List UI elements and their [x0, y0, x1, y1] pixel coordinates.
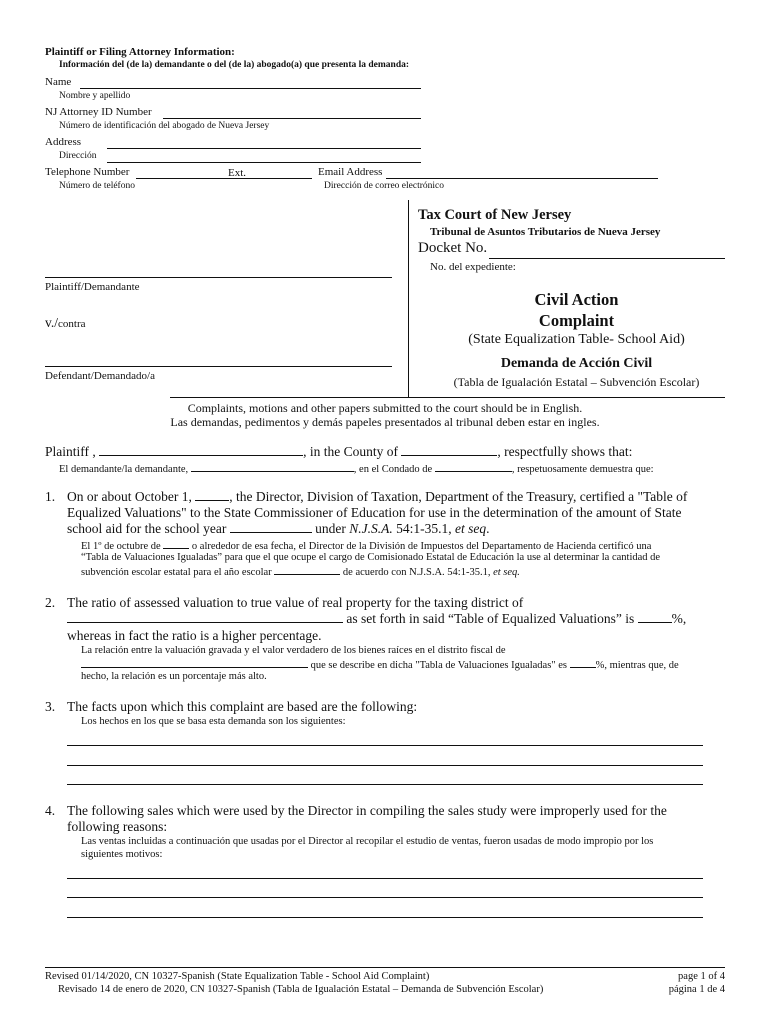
school-year-blank-es[interactable] — [274, 565, 340, 575]
info-title: Plaintiff or Filing Attorney Information: — [45, 46, 235, 58]
footer-rule — [45, 967, 725, 968]
year-blank[interactable] — [195, 489, 229, 501]
item1-es-line3 — [81, 565, 520, 578]
phone-sub: Número de teléfono — [59, 181, 135, 191]
plaintiff-blank[interactable] — [99, 444, 303, 456]
docket-label: Docket No. — [418, 240, 488, 256]
facts-line-1[interactable] — [67, 745, 703, 746]
item4-es-line1: Las ventas incluidas a continuación que usadas por el Director al recopilar el estudio de ventas, fueron usadas de modo impropio por los — [81, 836, 654, 847]
intro-plaintiff: Plaintiff , — [45, 444, 96, 459]
item1-b: , the Director, Division of Taxation, Department of the Treasury, certified a "Table of — [229, 489, 688, 504]
sales-line-3[interactable] — [67, 917, 703, 918]
item1-f: N.J.S.A. — [349, 521, 393, 536]
taxing-district-blank[interactable] — [67, 611, 343, 623]
item2-es-line2 — [81, 658, 679, 671]
doc-title-es: Demanda de Acción Civil — [500, 356, 653, 371]
item2-es-c: %, mientras que, de — [595, 660, 679, 671]
item1-line1 — [67, 489, 687, 505]
county-blank[interactable] — [401, 444, 497, 456]
plaintiff-name-field[interactable] — [45, 277, 392, 278]
intro-shows: , respectfully shows that: — [497, 444, 633, 459]
docket-field[interactable] — [489, 258, 725, 259]
caption-bottom-rule — [170, 397, 725, 398]
item1-es-e: de acuerdo con N.J.S.A. 54:1-35.1, — [342, 567, 491, 578]
item3-number: 3. — [45, 699, 56, 714]
item3-es-line1: Los hechos en los que se basa esta demanda son los siguientes: — [81, 716, 346, 727]
plaintiff-label-es: Demandante — [83, 281, 140, 293]
phone-label: Telephone Number — [45, 166, 130, 178]
item1-number: 1. — [45, 489, 56, 504]
facts-line-2[interactable] — [67, 765, 703, 766]
ratio-blank-es[interactable] — [570, 658, 596, 668]
item1-es-a: El 1º de octubre de — [81, 541, 161, 552]
item4-line1: The following sales which were used by the Director in compiling the sales study were improperly used for the — [67, 803, 667, 818]
item4-es-line2: siguientes motivos: — [81, 849, 163, 860]
versus-en: v./ — [45, 315, 58, 330]
item2-number: 2. — [45, 595, 56, 610]
intro-es-county: , en el Condado de — [353, 464, 433, 475]
item2-line2 — [67, 611, 686, 627]
item2-b: as set forth in said “Table of Equalized Valuations” is — [346, 611, 635, 626]
item2-line3: whereas in fact the ratio is a higher percentage. — [67, 628, 322, 643]
address-sub: Dirección — [59, 151, 97, 161]
item1-es-line2: “Tabla de Valuaciones Igualadas” para que el que ocupe el cargo de Comisionado Estatal de Educación la use al determinar la cantidad de — [81, 552, 661, 563]
ratio-blank[interactable] — [638, 611, 672, 623]
email-sub: Dirección de correo electrónico — [324, 181, 445, 191]
intro-es-plaintiff: El demandante/la demandante, — [59, 464, 189, 475]
intro-line — [45, 444, 632, 460]
item1-es-line1 — [81, 539, 651, 552]
defendant-label-en: Defendant/ — [45, 370, 94, 382]
plaintiff-label-en: Plaintiff/ — [45, 281, 84, 293]
name-field[interactable] — [80, 88, 421, 89]
name-sub: Nombre y apellido — [59, 91, 131, 101]
item1-line3: school aid for the school year under N.J.S.A. 54:1-35.1, et seq. — [67, 521, 490, 536]
item1-d: school aid for the school year — [67, 521, 227, 536]
versus-label — [45, 314, 85, 332]
attorney-id-sub: Número de identificación del abogado de Nueva Jersey — [59, 121, 270, 131]
doc-title-line1: Civil Action — [534, 290, 619, 309]
email-field[interactable] — [386, 178, 658, 179]
defendant-name-field[interactable] — [45, 366, 392, 367]
item3-line1: The facts upon which this complaint are based are the following: — [67, 699, 418, 714]
item1-g: 54:1-35.1, — [396, 521, 452, 536]
footer-revised-es: Revisado 14 de enero de 2020, CN 10327-Spanish (Tabla de Igualación Estatal – Demanda de Subvención Escolar) — [58, 984, 544, 995]
footer-revised-en: Revised 01/14/2020, CN 10327-Spanish (State Equalization Table - School Aid Complaint) — [45, 971, 430, 982]
sales-line-2[interactable] — [67, 897, 703, 898]
county-blank-es[interactable] — [435, 462, 512, 472]
item1-h: et seq — [454, 521, 487, 536]
phone-field[interactable] — [136, 178, 312, 179]
page-number-es: página 1 de 4 — [668, 984, 725, 995]
address-field-1[interactable] — [107, 148, 421, 149]
item1-a: On or about October 1, — [67, 489, 192, 504]
item1-e: under — [315, 521, 346, 536]
school-year-blank[interactable] — [230, 521, 312, 533]
name-label: Name — [45, 76, 72, 88]
taxing-district-blank-es[interactable] — [81, 658, 308, 668]
defendant-label-es: Demandado/a — [93, 370, 155, 382]
language-notice-en: Complaints, motions and other papers submitted to the court should be in English. — [187, 401, 583, 415]
ext-label: Ext. — [228, 167, 247, 179]
attorney-id-field[interactable] — [163, 118, 421, 119]
item2-es-b: que se describe en dicha "Tabla de Valuaciones Igualadas" es — [310, 660, 567, 671]
item1-es-b: o alrededor de esa fecha, el Director de la División de Impuestos del Departamento de Hacienda certificó una — [191, 541, 652, 552]
item1-es-f: et seq. — [493, 567, 520, 578]
item4-line2: following reasons: — [67, 819, 168, 834]
page-number-en: page 1 of 4 — [678, 971, 725, 982]
facts-line-3[interactable] — [67, 784, 703, 785]
intro-line-es — [59, 462, 654, 475]
plaintiff-blank-es[interactable] — [191, 462, 354, 472]
doc-subtitle-es: (Tabla de Igualación Estatal – Subvención Escolar) — [453, 375, 700, 389]
language-notice-es: Las demandas, pedimentos y demás papeles presentados al tribunal deben estar en ingles. — [170, 415, 600, 429]
address-field-2[interactable] — [107, 162, 421, 163]
item1-line2: Equalized Valuations" to the State Commissioner of Education for use in the determination of the amount of State — [67, 505, 682, 520]
intro-county: , in the County of — [303, 444, 399, 459]
versus-es: contra — [58, 318, 86, 330]
plaintiff-label — [45, 281, 140, 293]
item2-line1: The ratio of assessed valuation to true value of real property for the taxing district of — [67, 595, 524, 610]
attorney-id-label: NJ Attorney ID Number — [45, 106, 152, 118]
address-label: Address — [45, 136, 82, 148]
item4-number: 4. — [45, 803, 56, 818]
item2-es-line3: hecho, la relación es un porcentaje más alto. — [81, 671, 267, 682]
intro-es-shows: , respetuosamente demuestra que: — [511, 464, 654, 475]
court-name-es: Tribunal de Asuntos Tributarios de Nueva Jersey — [430, 226, 661, 238]
defendant-label — [45, 370, 155, 382]
doc-subtitle: (State Equalization Table- School Aid) — [468, 332, 685, 347]
item1-es-d: subvención escolar estatal para el año escolar — [81, 567, 272, 578]
court-name: Tax Court of New Jersey — [418, 207, 572, 223]
caption-divider — [408, 200, 409, 397]
info-title-es: Información del (de la) demandante o del (de la) abogado(a) que presenta la demanda: — [59, 60, 410, 70]
docket-label-es: No. del expediente: — [430, 261, 516, 273]
doc-title-line2: Complaint — [538, 311, 615, 330]
sales-line-1[interactable] — [67, 878, 703, 879]
email-label: Email Address — [318, 166, 383, 178]
item2-es-line1: La relación entre la valuación gravada y el valor verdadero de los bienes raíces en el distrito fiscal de — [81, 645, 506, 656]
item2-c: %, — [671, 611, 687, 626]
year-blank-es[interactable] — [163, 539, 189, 549]
